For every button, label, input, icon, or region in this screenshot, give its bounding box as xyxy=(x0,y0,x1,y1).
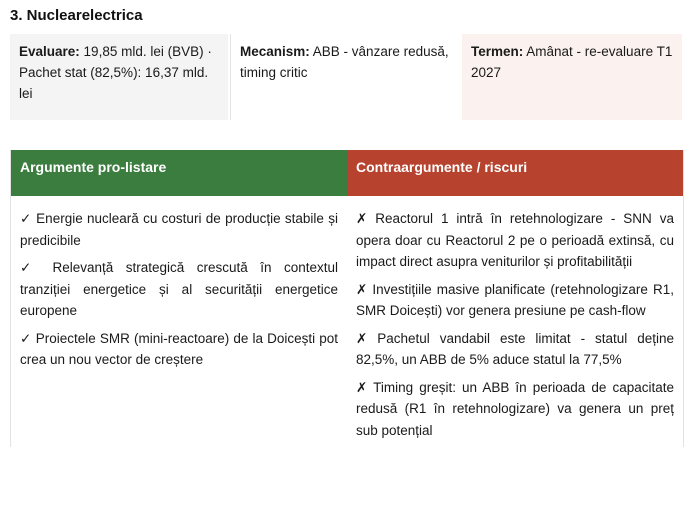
section-title: 3. Nuclearelectrica xyxy=(10,7,143,24)
con-item: ✗ Pachetul vandabil este limitat - statul deține 82,5%, un ABB de 5% aduce statul la 77,5% xyxy=(356,330,674,367)
mecanism-label: Mecanism: xyxy=(240,44,310,59)
pro-con-table xyxy=(10,150,684,447)
pro-item: ✓ Energie nucleară cu costuri de producție stabile și predicibile xyxy=(20,211,338,248)
mecanism-box xyxy=(230,34,462,120)
table-header xyxy=(11,150,683,196)
mecanism-text: ABB - vânzare redusă, timing critic xyxy=(240,44,449,80)
evaluare-label: Evaluare: xyxy=(19,44,80,59)
con-item: ✗ Timing greșit: un ABB în perioada de capacitate redusă (R1 în retehnologizare) va genera un preț sub potențial xyxy=(356,379,674,438)
pro-item: ✓ Proiectele SMR (mini-reactoare) de la Doicești pot crea un nou vector de creștere xyxy=(20,330,338,367)
pro-column xyxy=(11,208,347,447)
pro-item: ✓ Relevanță strategică crescută în contextul tranziției energetice și al securității energetice europene xyxy=(20,260,338,318)
table-body xyxy=(11,196,683,447)
termen-text: Amânat - re-evaluare T1 2027 xyxy=(471,44,673,80)
pro-header: Argumente pro-listare xyxy=(11,150,347,196)
con-item: ✗ Reactorul 1 intră în retehnologizare - SNN va opera doar cu Reactorul 2 pe o perioadă extinsă, cu impact direct asupra veniturilor și profitabilității xyxy=(356,211,674,269)
evaluare-text: 19,85 mld. lei (BVB) · Pachet stat (82,5%): 16,37 mld. lei xyxy=(19,44,212,101)
termen-box xyxy=(462,34,682,120)
con-item: ✗ Investițiile masive planificate (retehnologizare R1, SMR Doicești) vor genera presiune pe cash-flow xyxy=(356,281,674,318)
evaluare-box xyxy=(10,34,228,120)
termen-label: Termen: xyxy=(471,44,524,59)
con-column xyxy=(347,208,683,447)
info-row xyxy=(10,34,682,120)
con-header: Contraargumente / riscuri xyxy=(347,150,683,196)
